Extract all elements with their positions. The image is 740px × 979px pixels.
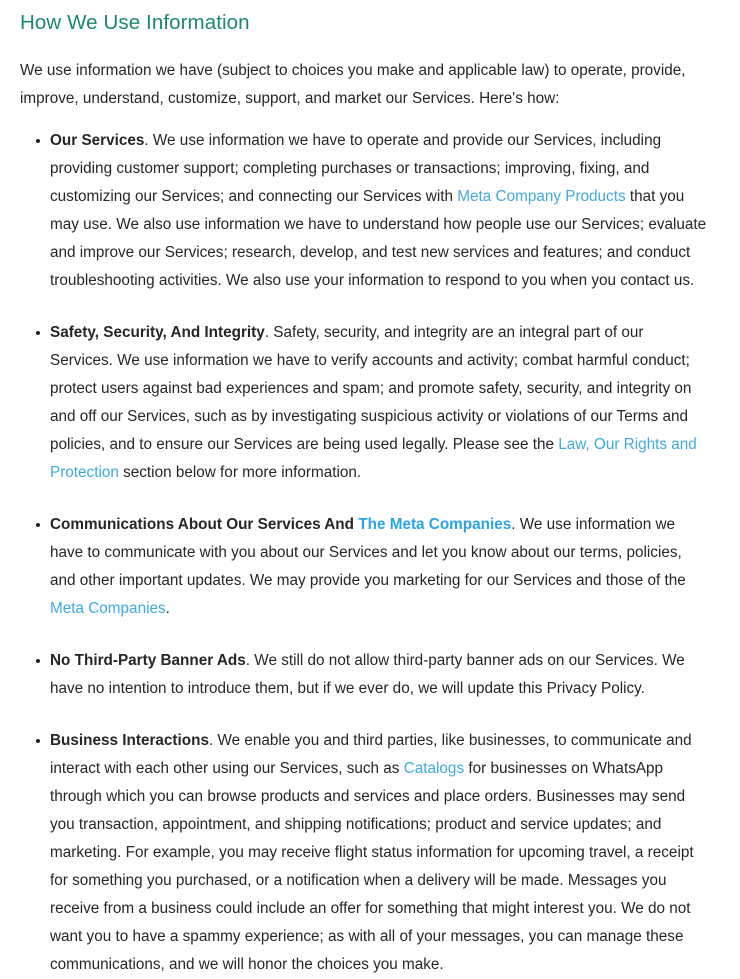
link-meta-companies[interactable]: Meta Companies (50, 599, 166, 617)
list-item-text-1: . We still do not allow third-party banner ads on our Services. We have no intention to introduce them, but if we ever do, we will update this Privacy Policy. (50, 651, 685, 697)
list-item (20, 511, 718, 623)
list-item-text-1: . We enable you and third parties, like businesses, to communicate and interact with each other using our Services, such as (50, 731, 692, 777)
link-catalogs[interactable]: Catalogs (403, 759, 465, 777)
list-item-text-2: that you may use. We also use information we have to understand how people use our Services; evaluate and improve our Services; research, develop, and test new services and features; and conduct troubleshooting activities. We also use your information to respond to you when you contact us. (50, 187, 707, 289)
list-item-text-1: . We use information we have to communicate with you about our Services and let you know about our terms, policies, and other important updates. We may provide you marketing for our Services and those of the (50, 515, 686, 589)
list-item-lead: Communications About Our Services And (50, 515, 359, 533)
link-the-meta-companies[interactable]: The Meta Companies (358, 515, 512, 533)
list-item (20, 727, 718, 979)
link-meta-company-products[interactable]: Meta Company Products (457, 187, 626, 205)
list-item (20, 647, 718, 703)
list-item-lead: Our Services (50, 131, 145, 149)
link-law-our-rights-and-protection[interactable]: Law, Our Rights and Protection (50, 435, 697, 481)
list-item-lead: Business Interactions (50, 731, 209, 749)
list-item (20, 319, 718, 487)
list-item-text-2: . (165, 599, 170, 617)
list-item-text-2: for businesses on WhatsApp through which you can browse products and services and place orders. Businesses may send you transaction, appointment, and shipping notifications; product and service updates; and marketing. For example, you may receive flight status information for upcoming travel, a receipt for something you purchased, or a notification when a delivery will be made. Messages you receive from a business could include an offer for something that might interest you. We do not want you to have a spammy experience; as with all of your messages, you can manage these communications, and we will honor the choices you make. (50, 759, 694, 973)
list-item-text-1: . Safety, security, and integrity are an integral part of our Services. We use information we have to verify accounts and activity; combat harmful conduct; protect users against bad experiences and spam; and promote safety, security, and integrity on and off our Services, such as by investigating suspicious activity or violations of our Terms and policies, and to ensure our Services are being used legally. Please see the (50, 323, 692, 453)
page-title: How We Use Information (20, 11, 250, 34)
list-item-text-1: . We use information we have to operate and provide our Services, including providing customer support; completing purchases or transactions; improving, fixing, and customizing our Services; and connecting our Services with (50, 131, 662, 205)
list-item-lead: No Third-Party Banner Ads (50, 651, 246, 669)
list-item-text-2: section below for more information. (118, 463, 362, 481)
list-item-lead: Safety, Security, And Integrity (50, 323, 265, 341)
usage-list (20, 127, 718, 979)
list-item (20, 127, 718, 295)
intro-paragraph: We use information we have (subject to choices you make and applicable law) to operate, provide, improve, understand, customize, support, and market our Services. Here's how: (20, 61, 686, 107)
